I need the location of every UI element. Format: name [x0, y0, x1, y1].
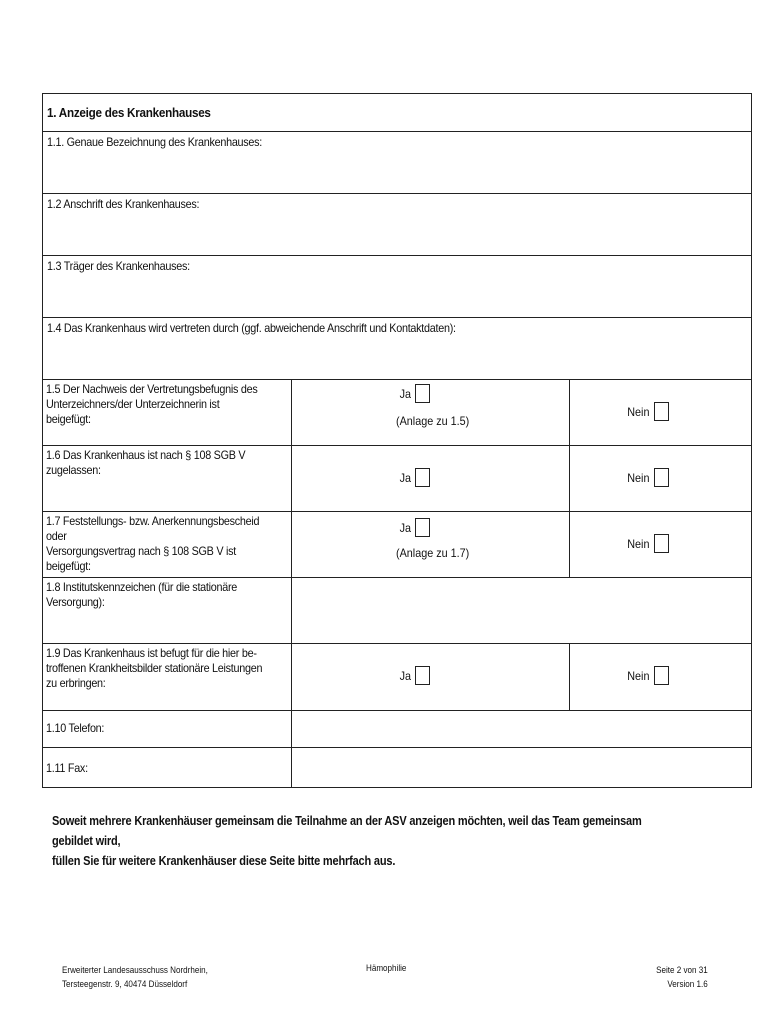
field-1-7-no-checkbox[interactable] — [654, 534, 669, 553]
phone-input-cell[interactable] — [292, 711, 751, 747]
field-1-7-no-option[interactable] — [626, 534, 669, 553]
field-1-6-yes-option[interactable] — [399, 468, 430, 487]
note-line1: Soweit mehrere Krankenhäuser gemeinsam die Teilnahme an der ASV anzeigen möchten, weil das Team gemeinsam gebildet wird, — [52, 814, 642, 848]
field-1-9-yes-label: Ja — [399, 668, 412, 683]
field-1-6-no-cell — [570, 446, 751, 511]
field-1-7-yes-option[interactable] — [399, 518, 430, 537]
field-1-11-label: 1.11 Fax: — [46, 761, 88, 775]
field-1-6-yes-label: Ja — [399, 470, 412, 485]
field-1-9-row — [43, 643, 751, 710]
field-1-5-yes-option[interactable] — [399, 384, 430, 403]
field-1-8-row — [43, 577, 751, 643]
multiple-hospitals-note — [52, 811, 650, 871]
footer-org-line2: Tersteegenstr. 9, 40474 Düsseldorf — [62, 979, 188, 990]
field-1-3-label: 1.3 Träger des Krankenhauses: — [47, 259, 190, 273]
hospital-form-table — [42, 93, 752, 788]
field-1-1-row[interactable] — [43, 131, 751, 193]
field-1-5-yes-label: Ja — [399, 386, 412, 401]
section-title: 1. Anzeige des Krankenhauses — [47, 105, 211, 120]
field-1-9-no-checkbox[interactable] — [654, 666, 669, 685]
field-1-8-label-line2: Versorgung): — [46, 595, 105, 609]
field-1-6-no-label: Nein — [627, 470, 650, 485]
field-1-7-label-cell — [43, 512, 292, 577]
field-1-6-label-line2: zugelassen: — [46, 463, 101, 477]
field-1-5-yes-checkbox[interactable] — [415, 384, 430, 403]
footer-organization — [62, 964, 208, 992]
field-1-5-no-label: Nein — [627, 404, 650, 419]
field-1-6-yes-cell — [292, 446, 570, 511]
field-1-6-label-line1: 1.6 Das Krankenhaus ist nach § 108 SGB V — [46, 448, 246, 462]
field-1-1-label: 1.1. Genaue Bezeichnung des Krankenhauses: — [47, 135, 263, 149]
field-1-7-no-cell — [570, 512, 751, 577]
field-1-6-no-checkbox[interactable] — [654, 468, 669, 487]
field-1-10-row — [43, 710, 751, 747]
field-1-7-no-label: Nein — [627, 536, 650, 551]
field-1-9-label-line2: troffenen Krankheitsbilder stationäre Leistungen — [46, 661, 263, 675]
field-1-9-yes-option[interactable] — [399, 666, 430, 685]
field-1-5-no-option[interactable] — [626, 402, 669, 421]
field-1-7-label-line2: Versorgungsvertrag nach § 108 SGB V ist beigefügt: — [46, 544, 236, 573]
footer-topic-label: Hämophilie — [366, 963, 407, 974]
footer-topic — [366, 962, 406, 976]
field-1-7-yes-label: Ja — [399, 520, 412, 535]
field-1-2-label: 1.2 Anschrift des Krankenhauses: — [47, 197, 200, 211]
field-1-2-row[interactable] — [43, 193, 751, 255]
field-1-4-row[interactable] — [43, 317, 751, 379]
field-1-7-yes-checkbox[interactable] — [415, 518, 430, 537]
field-1-5-label-cell — [43, 380, 292, 445]
field-1-9-label-line1: 1.9 Das Krankenhaus ist befugt für die hier be- — [46, 646, 257, 660]
field-1-8-label-cell — [43, 578, 292, 643]
field-1-10-label-cell — [43, 711, 292, 747]
field-1-10-label: 1.10 Telefon: — [46, 721, 105, 735]
field-1-9-label-line3: zu erbringen: — [46, 676, 106, 690]
field-1-5-row — [43, 379, 751, 445]
field-1-7-yes-sublabel: (Anlage zu 1.7) — [396, 546, 470, 560]
field-1-7-label-line1: 1.7 Feststellungs- bzw. Anerkennungsbescheid oder — [46, 514, 260, 543]
field-1-9-no-label: Nein — [627, 668, 650, 683]
field-1-6-row — [43, 445, 751, 511]
field-1-9-yes-checkbox[interactable] — [415, 666, 430, 685]
field-1-6-label-cell — [43, 446, 292, 511]
field-1-5-label-line2: Unterzeichners/der Unterzeichnerin ist beigefügt: — [46, 397, 220, 426]
field-1-3-row[interactable] — [43, 255, 751, 317]
footer-page-number: Seite 2 von 31 — [656, 965, 708, 976]
field-1-8-input-cell[interactable] — [292, 578, 751, 643]
section-heading-row — [43, 94, 751, 131]
field-1-6-yes-checkbox[interactable] — [415, 468, 430, 487]
field-1-8-label-line1: 1.8 Institutskennzeichen (für die stationäre — [46, 580, 238, 594]
fax-input-cell[interactable] — [292, 748, 751, 787]
field-1-5-no-cell — [570, 380, 751, 445]
footer-version: Version 1.6 — [667, 979, 708, 990]
field-1-6-no-option[interactable] — [626, 468, 669, 487]
field-1-9-label-cell — [43, 644, 292, 710]
field-1-5-no-checkbox[interactable] — [654, 402, 669, 421]
field-1-9-no-cell — [570, 644, 751, 710]
field-1-4-label: 1.4 Das Krankenhaus wird vertreten durch (ggf. abweichende Anschrift und Kontaktdaten): — [47, 321, 456, 335]
field-1-5-yes-cell — [292, 380, 570, 445]
field-1-11-row — [43, 747, 751, 787]
footer-org-line1: Erweiterter Landesausschuss Nordrhein, — [62, 965, 208, 976]
field-1-7-row — [43, 511, 751, 577]
field-1-9-no-option[interactable] — [626, 666, 669, 685]
field-1-5-label-line1: 1.5 Der Nachweis der Vertretungsbefugnis des — [46, 382, 258, 396]
note-line2: füllen Sie für weitere Krankenhäuser diese Seite bitte mehrfach aus. — [52, 854, 396, 868]
footer-page-info — [656, 964, 708, 992]
field-1-11-label-cell — [43, 748, 292, 787]
field-1-9-yes-cell — [292, 644, 570, 710]
field-1-7-yes-cell — [292, 512, 570, 577]
field-1-5-yes-sublabel: (Anlage zu 1.5) — [396, 414, 470, 428]
